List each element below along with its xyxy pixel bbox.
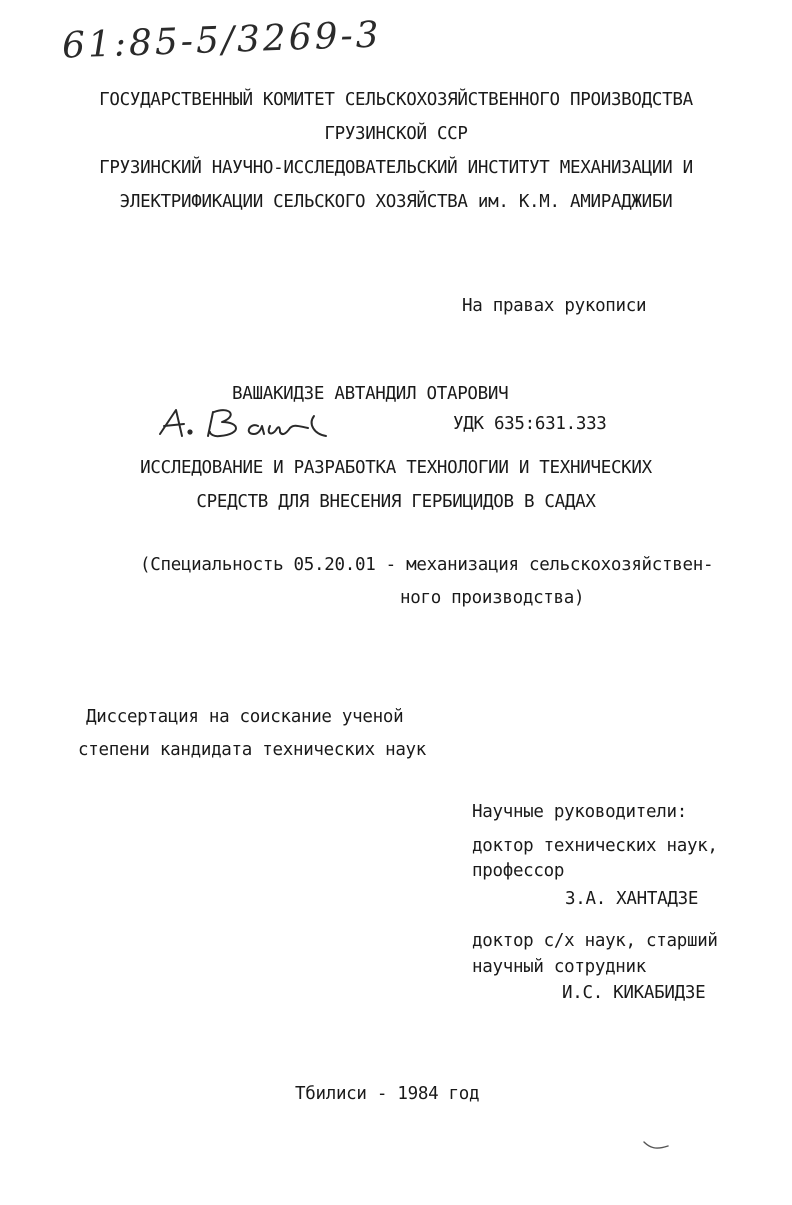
author-name: ВАШАКИДЗЕ АВТАНДИЛ ОТАРОВИЧ [232, 384, 509, 404]
institute-name-line1: ГРУЗИНСКИЙ НАУЧНО-ИССЛЕДОВАТЕЛЬСКИЙ ИНСТИТУТ МЕХАНИЗАЦИИ И [99, 158, 693, 178]
manuscript-rights: На правах рукописи [462, 296, 647, 316]
udk-code: УДК 635:631.333 [453, 414, 607, 434]
dissertation-degree-line1: Диссертация на соискание ученой [86, 707, 404, 727]
committee-name-line2: ГРУЗИНСКОЙ ССР [324, 124, 468, 144]
supervisor2-degree: доктор с/х наук, старший [472, 931, 718, 951]
specialty-line1: (Специальность 05.20.01 - механизация сельскохозяйствен- [140, 555, 714, 575]
dissertation-degree-line2: степени кандидата технических наук [78, 740, 427, 760]
supervisor1-title: профессор [472, 861, 565, 881]
supervisor2-title: научный сотрудник [472, 957, 647, 977]
supervisor1-degree: доктор технических наук, [472, 836, 718, 856]
specialty-line2: ного производства) [400, 588, 585, 608]
dissertation-title-line2: СРЕДСТВ ДЛЯ ВНЕСЕНИЯ ГЕРБИЦИДОВ В САДАХ [196, 492, 596, 512]
supervisor2-name: И.С. КИКАБИДЗЕ [562, 983, 706, 1003]
archive-number: 61:85-5/3269-3 [61, 14, 383, 67]
dissertation-title-line1: ИССЛЕДОВАНИЕ И РАЗРАБОТКА ТЕХНОЛОГИИ И ТЕХНИЧЕСКИХ [140, 458, 652, 478]
supervisors-heading: Научные руководители: [472, 802, 687, 822]
committee-name-line1: ГОСУДАРСТВЕННЫЙ КОМИТЕТ СЕЛЬСКОХОЗЯЙСТВЕННОГО ПРОИЗВОДСТВА [99, 90, 693, 110]
scan-mark [642, 1138, 672, 1152]
city-year: Тбилиси - 1984 год [295, 1084, 480, 1104]
author-signature [158, 404, 388, 449]
institute-name-line2: ЭЛЕКТРИФИКАЦИИ СЕЛЬСКОГО ХОЗЯЙСТВА им. К.М. АМИРАДЖИБИ [119, 192, 673, 212]
supervisor1-name: З.А. ХАНТАДЗЕ [565, 889, 699, 909]
